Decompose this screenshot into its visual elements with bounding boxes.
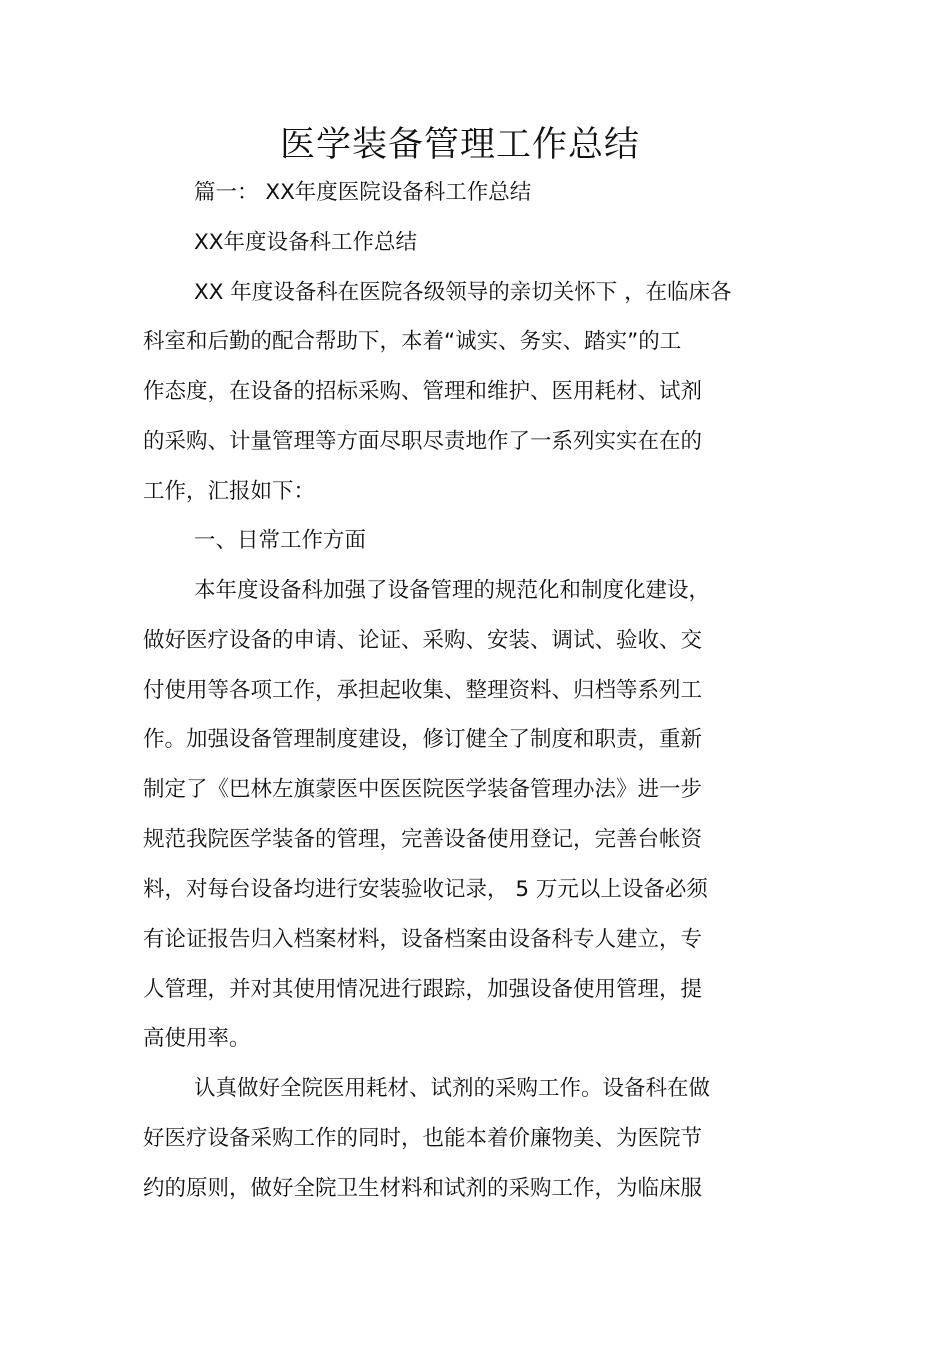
paragraph-line: 好医疗设备采购工作的同时，也能本着价廉物美、为医院节 xyxy=(143,1126,703,1151)
paragraph-line: 的采购、计量管理等方面尽职尽责地作了一系列实实在在的 xyxy=(143,429,703,454)
paragraph-line: 作态度，在设备的招标采购、管理和维护、医用耗材、试剂 xyxy=(143,379,703,404)
paragraph-line: 作。加强设备管理制度建设，修订健全了制度和职责，重新 xyxy=(143,727,703,752)
paragraph-line: 付使用等各项工作，承担起收集、整理资料、归档等系列工 xyxy=(143,678,703,703)
paragraph-line: 科室和后勤的配合帮助下，本着“诚实、务实、踏实”的工 xyxy=(143,329,682,354)
paragraph-line: 认真做好全院医用耗材、试剂的采购工作。设备科在做 xyxy=(194,1076,711,1101)
paragraph-line: 高使用率。 xyxy=(143,1026,251,1051)
paragraph-line: 约的原则，做好全院卫生材料和试剂的采购工作，为临床服 xyxy=(143,1176,703,1201)
paragraph-line: 有论证报告归入档案材料，设备档案由设备科专人建立，专 xyxy=(143,927,703,952)
section-heading: 篇一： XX年度医院设备科工作总结 xyxy=(194,180,532,205)
paragraph-line: 人管理，并对其使用情况进行跟踪，加强设备使用管理，提 xyxy=(143,977,703,1002)
paragraph-line: 制定了《巴林左旗蒙医中医医院医学装备管理办法》进一步 xyxy=(143,777,703,802)
document-title: 医学装备管理工作总结 xyxy=(279,125,640,165)
paragraph-line: XX 年度设备科在医院各级领导的亲切关怀下 ，在临床各 xyxy=(194,280,732,305)
paragraph-line: 料，对每台设备均进行安装验收记录， 5 万元以上设备必须 xyxy=(143,877,708,902)
paragraph-line: 做好医疗设备的申请、论证、采购、安装、调试、验收、交 xyxy=(143,628,703,653)
section-heading: 一、日常工作方面 xyxy=(194,528,367,553)
subheading: XX年度设备科工作总结 xyxy=(194,230,417,255)
paragraph-line: 本年度设备科加强了设备管理的规范化和制度化建设， xyxy=(194,578,711,603)
paragraph-line: 工作，汇报如下： xyxy=(143,479,316,504)
paragraph-line: 规范我院医学装备的管理，完善设备使用登记，完善台帐资 xyxy=(143,827,703,852)
